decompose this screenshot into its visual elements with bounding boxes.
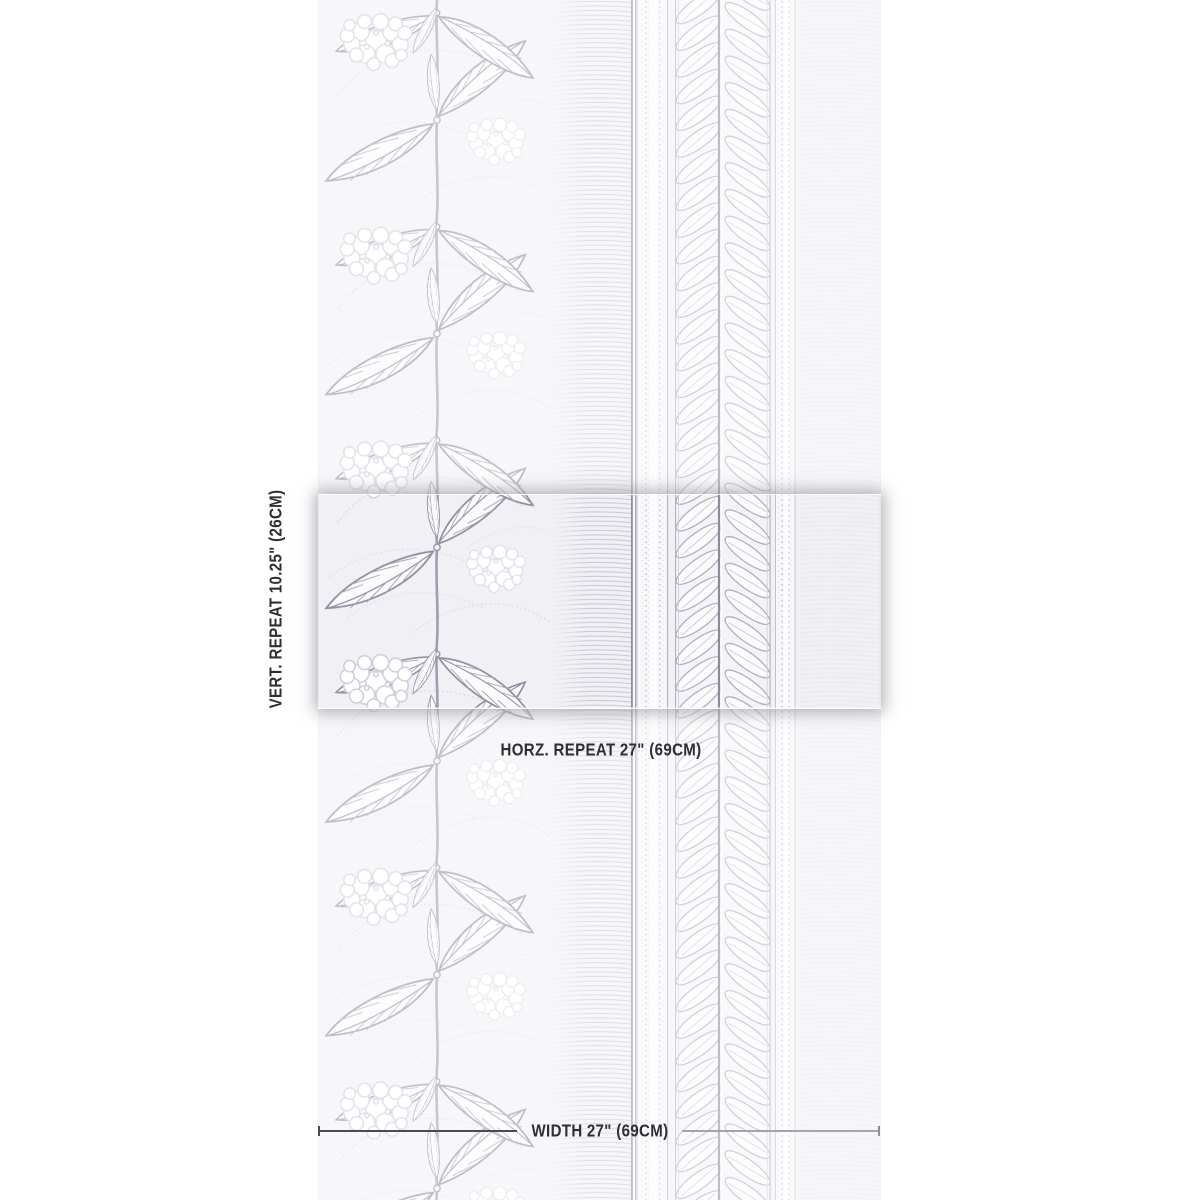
vertical-repeat-value: 10.25" (26CM) <box>265 489 286 594</box>
width-dimension-line-right <box>682 1130 880 1132</box>
wallpaper-swatch <box>318 0 881 1200</box>
width-label: WIDTH <box>531 1120 583 1141</box>
width-value: 27" (69CM) <box>586 1120 669 1141</box>
width-annotation <box>520 1121 679 1142</box>
vertical-repeat-annotation <box>266 472 287 726</box>
horizontal-repeat-value: 27" (69CM) <box>619 739 702 760</box>
width-dimension-line-left <box>318 1130 517 1132</box>
wallpaper-pattern-art <box>318 0 881 1200</box>
vertical-repeat-label: VERT. REPEAT <box>265 597 286 709</box>
horizontal-repeat-annotation <box>484 740 718 761</box>
horizontal-repeat-label: HORZ. REPEAT <box>500 739 616 760</box>
